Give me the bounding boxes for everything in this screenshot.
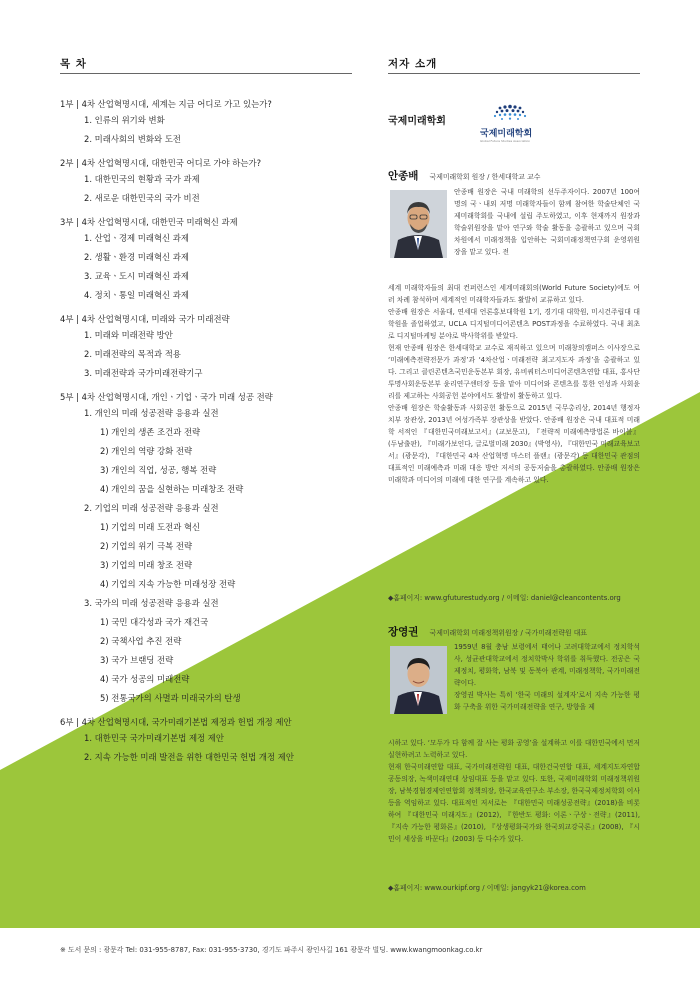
author1-header xyxy=(388,164,540,183)
toc-section: 3) 기업의 미래 창조 전략 xyxy=(100,560,193,570)
toc-part-title: 5부 | 4차 산업혁명시대, 개인ㆍ기업ㆍ국가 미래 성공 전략 xyxy=(60,392,273,402)
toc-part xyxy=(60,98,360,149)
author1-bio-p3: 현재 안종배 원장은 한세대학교 교수로 재직하고 있으며 미래창의캠퍼스 이사장으로 ‘미래예측전략전문가 과정’과 ‘4차산업ㆍ미래전략 최고지도자 과정’을 총괄하고 있다. 그리고 클린콘텐츠국민운동본부 회장, 유비쿼터스미디어콘텐츠연합 대표, 홍사단 투명사회운동본부 윤리연구센터장 등을 맡아 미디어와 콘텐츠를 통한 인성과 사회윤리를 제고하는 사회공헌 분야에서도 활발히 활동하고 있다. xyxy=(388,344,640,400)
toc-section: 4) 국가 성공의 미래전략 xyxy=(100,674,190,684)
toc-section: 5) 전통국가의 사멸과 미래국가의 탄생 xyxy=(100,693,241,703)
author1-homepage: ◆홈페이지: www.gfuturestudy.org / 이메일: daniel@cleancontents.org xyxy=(388,594,621,602)
toc-section: 3) 개인의 직업, 성공, 행복 전략 xyxy=(100,465,217,475)
author2-bio-wrap-text2: 장영권 박사는 특히 ‘한국 미래의 설계자’로서 지속 가능한 평화 구축을 위한 국가미래전략을 연구, 방향을 제 xyxy=(454,691,640,711)
toc-chapter: 1. 미래와 미래전략 방안 xyxy=(84,330,173,340)
toc-chapter: 2. 기업의 미래 성공전략 응용과 실전 xyxy=(84,503,219,513)
toc-heading-rule xyxy=(60,73,352,74)
toc-section: 4) 기업의 지속 가능한 미래성장 전략 xyxy=(100,579,236,589)
author1-role: 국제미래학회 원장 / 한세대학교 교수 xyxy=(429,173,541,181)
toc-heading: 목 차 xyxy=(60,58,87,70)
toc-chapter: 2. 미래사회의 변화와 도전 xyxy=(84,134,181,144)
author2-header xyxy=(388,620,587,639)
author1-bio-wrap xyxy=(454,186,640,258)
logo-dots-icon xyxy=(480,104,540,122)
toc-part-title: 3부 | 4차 산업혁명시대, 대한민국 미래혁신 과제 xyxy=(60,217,238,227)
toc-chapter: 3. 국가의 미래 성공전략 응용과 실전 xyxy=(84,598,219,608)
toc-chapter: 1. 개인의 미래 성공전략 응용과 실전 xyxy=(84,408,219,418)
toc-section: 2) 기업의 위기 극복 전략 xyxy=(100,541,193,551)
authors-heading: 저자 소개 xyxy=(388,58,438,70)
author1-bio-body xyxy=(388,282,640,486)
toc-part xyxy=(60,391,360,708)
logo-wordmark: 국제미래학회 xyxy=(480,129,533,139)
author1-name: 안종배 xyxy=(388,170,419,182)
toc-section: 1) 개인의 생존 조건과 전략 xyxy=(100,427,201,437)
author1-bio-rest: 세계 미래학자들의 최대 컨퍼런스인 세계미래회의(World Future Society)에도 여러 차례 참석하며 세계적인 미래학자들과도 활발히 교류하고 있다. xyxy=(388,284,640,304)
toc-part-title: 6부 | 4차 산업혁명시대, 국가미래기본법 제정과 헌법 개정 제안 xyxy=(60,717,292,727)
author2-name: 장영권 xyxy=(388,626,419,638)
author2-bio-wrap xyxy=(454,641,640,713)
author1-bio-wrap-text: 안종배 원장은 국내 미래학의 선두주자이다. 2007년 100여 명의 국ㆍ내외 저명 미래학자들이 함께 참여한 학술단체인 국제미래학회를 국내에 설립 주도하였고, 이후 현재까지 원장과 학술위원장을 맡아 연구와 학술 활동을 총괄하고 있으며 국회 차원에서 미래정책을 입안하는 국회미래정책연구회 운영위원장을 맡고 있다. 전 xyxy=(454,188,640,256)
author1-portrait-icon xyxy=(390,190,447,258)
toc-section: 2) 개인의 역량 강화 전략 xyxy=(100,446,193,456)
toc-chapter: 2. 새로운 대한민국의 국가 비전 xyxy=(84,193,200,203)
author1-photo xyxy=(390,190,447,258)
author2-portrait-icon xyxy=(390,646,447,714)
toc-chapter: 2. 지속 가능한 미래 발전을 위한 대한민국 헌법 개정 제안 xyxy=(84,752,294,762)
organization-logo xyxy=(480,104,546,143)
toc-section: 1) 국민 대각성과 국가 재건국 xyxy=(100,617,209,627)
footer-contact: ※ 도서 문의 : 광문각 Tel: 031-955-8787, Fax: 031-955-3730, 경기도 파주시 광인사길 161 광문각 빌딩. www.kwangmoonkag.co.kr xyxy=(60,946,483,954)
author2-role: 국제미래학회 미래정책위원장 / 국가미래전략원 대표 xyxy=(429,629,588,637)
toc-chapter: 3. 교육ㆍ도시 미래혁신 과제 xyxy=(84,271,189,281)
toc-part-title: 1부 | 4차 산업혁명시대, 세계는 지금 어디로 가고 있는가? xyxy=(60,99,272,109)
organization-name: 국제미래학회 xyxy=(388,116,446,127)
toc-part-title: 4부 | 4차 산업혁명시대, 미래와 국가 미래전략 xyxy=(60,314,230,324)
authors-heading-rule xyxy=(388,73,640,74)
toc-chapter: 4. 정치ㆍ통일 미래혁신 과제 xyxy=(84,290,189,300)
toc-section: 2) 국책사업 추진 전략 xyxy=(100,636,182,646)
author2-bio-wrap-text: 1959년 8월 충남 보령에서 태어나 고려대학교에서 정치학석사, 성균관대학교에서 정치학박사 학위를 취득했다. 전공은 국제정치, 평화학, 남북 및 동북아 관계, 미래정책학, 국가미래전략이다. xyxy=(454,643,640,687)
table-of-contents xyxy=(60,98,360,775)
toc-part-title: 2부 | 4차 산업혁명시대, 대한민국 어디로 가야 하는가? xyxy=(60,158,262,168)
author1-bio-p2: 안종배 원장은 서울대, 연세대 언론홍보대학원 1기, 경기대 대학원, 미시건주립대 대학원을 졸업하였고, UCLA 디지털미디어콘텐츠 POST과정을 수료하였다. 국내 최초로 디지털마케팅 분야로 박사학위를 받았다. xyxy=(388,308,640,340)
toc-section: 1) 기업의 미래 도전과 혁신 xyxy=(100,522,201,532)
toc-part xyxy=(60,716,360,767)
toc-chapter: 1. 대한민국의 현황과 국가 과제 xyxy=(84,174,200,184)
author2-photo xyxy=(390,646,447,714)
toc-chapter: 1. 산업ㆍ경제 미래혁신 과제 xyxy=(84,233,189,243)
toc-chapter: 2. 생활ㆍ환경 미래혁신 과제 xyxy=(84,252,189,262)
toc-chapter: 2. 미래전략의 목적과 적용 xyxy=(84,349,181,359)
author2-bio-rest: 시하고 있다. ‘모두가 다 함께 잘 사는 평화 공영’을 설계하고 이를 대한민국에서 먼저 실현하려고 노력하고 있다. xyxy=(388,739,640,759)
toc-chapter: 1. 대한민국 국가미래기본법 제정 제안 xyxy=(84,733,224,743)
logo-subtext: Global Future Studies Association xyxy=(480,139,531,143)
toc-chapter: 1. 인류의 위기와 변화 xyxy=(84,115,165,125)
toc-part xyxy=(60,313,360,383)
author2-homepage: ◆홈페이지: www.ourkipf.org / 이메일: jangyk21@korea.com xyxy=(388,884,586,892)
toc-section: 3) 국가 브랜딩 전략 xyxy=(100,655,174,665)
author2-bio-p2: 현재 한국미래연합 대표, 국가미래전략원 대표, 대한건국연합 대표, 세계지도자연합 공동의장, 녹색미래연대 상임대표 등을 맡고 있다. 또한, 국제미래학회 미래정책위원장, 남북경협경제인연합회 정책의장, 한국교육연구소 부소장, 한국국제정치학회 이사 등을 역임하고 있다. 대표적인 저서로는 『대한민국 미래성공전략』(2018)을 비롯하여 『대한민국 미래지도』(2012), 『한반도 평화: 이론ㆍ구상ㆍ전략』(2011), 『지속 가능한 평화론』(2010), 『상생평화국가와 한국외교강국론』(2008), 『시민이 세상을 바꾼다』(2003) 등 다수가 있다. xyxy=(388,763,640,843)
author1-bio-p4: 안종배 원장은 학술활동과 사회공헌 활동으로 2015년 국무총리상, 2014년 행정자치부 장관상, 2013년 여성가족부 장관상을 받았다. 안종배 원장은 국내 대표적 미래학 서적인 『대한민국미래보고서』(교보문고), 『전략적 미래예측방법론 바이블』(두남출판), 『미래가보인다, 글로벌미래 2030』(박영사), 『대한민국 미래교육보고서』(광문각), 『대한민국 4차 산업혁명 마스터 플랜』(광문각) 등 대한민국 관점의 대표적인 미래예측과 미래 대응 방안 저서의 공동저술을 총괄하였다. 안종배 원장은 미래학과 미디어의 미래에 대한 연구를 계속하고 있다. xyxy=(388,404,640,484)
toc-part xyxy=(60,216,360,305)
toc-part xyxy=(60,157,360,208)
author2-bio-body xyxy=(388,737,640,845)
toc-chapter: 3. 미래전략과 국가미래전략기구 xyxy=(84,368,203,378)
toc-section: 4) 개인의 꿈을 실현하는 미래창조 전략 xyxy=(100,484,244,494)
